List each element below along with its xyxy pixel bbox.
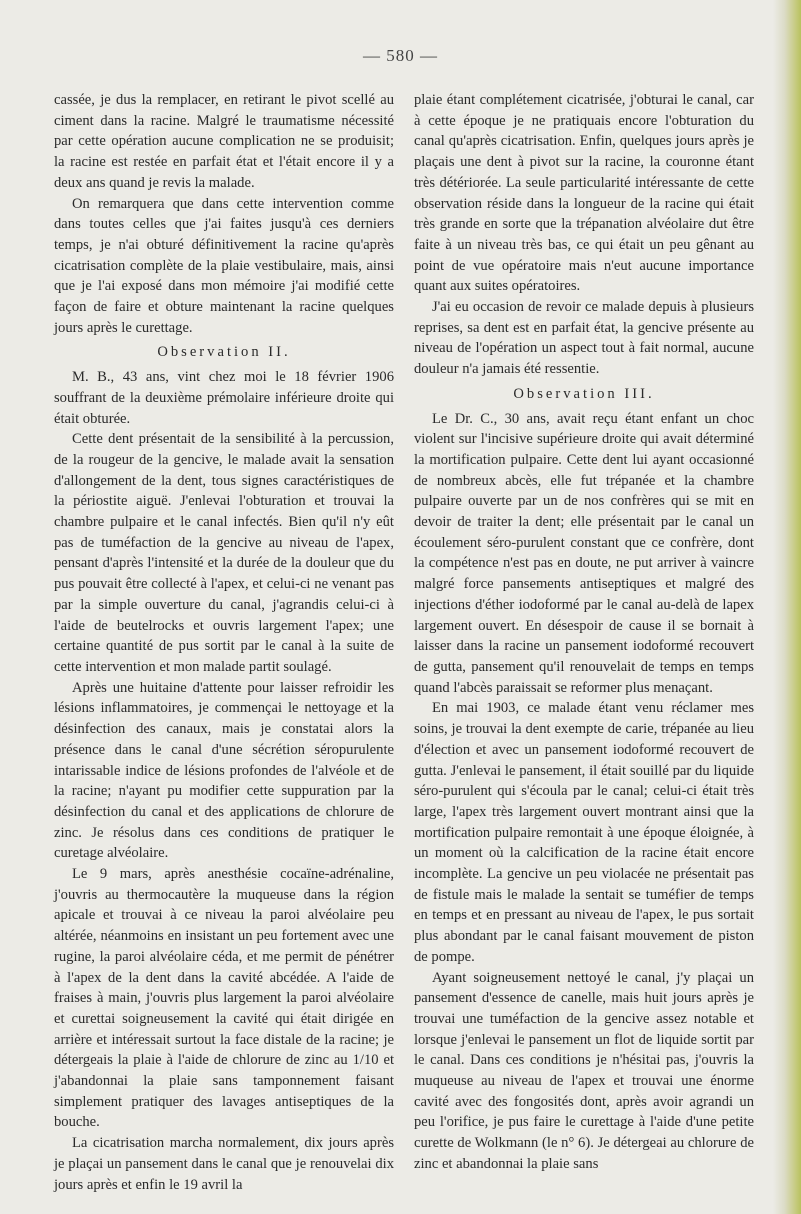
paragraph: Ayant soigneusement nettoyé le canal, j'y plaçai un pansement d'essence de canelle, mais huit jours après je trouvai une tuméfaction de la gencive assez notable et lorsque j'enlevai le pansement un flot de liquide sortit par le canal. Dans ces conditions je n'hésitai pas, j'ouvris la muqueuse au niveau de l'apex et trouvai une énorme cavité avec des fongosités dont, après avoir agrandi un peu l'orifice, je pus faire le curettage à l'aide d'une petite curette de Wolkmann (le n° 6). Je détergeai au chlorure de zinc et abandonnai la plaie sans bbox=[414, 969, 754, 1172]
paragraph: cassée, je dus la remplacer, en retirant le pivot scellé au ciment dans la racine. Malgré le traumatisme nécessité par cette opération aucune complication ne se produisit; la racine est restée en parfait état et l'était encore il y a deux ans quand je revis la malade. bbox=[54, 92, 394, 191]
page-edge bbox=[773, 0, 801, 1214]
paragraph: Le Dr. C., 30 ans, avait reçu étant enfant un choc violent sur l'incisive supérieure droite qui avait déterminé la mortification pulpaire. Cette dent lui ayant occasionné de nombreux abcès, elle fut trépanée et la chambre pulpaire ouverte par un de nos confrères qui se mit en devoir de traiter la dent; elle présentait par le canal un écoulement séro-purulent constant que ce confrère, dont la compétence n'est pas en doute, ne put arriver à vaincre malgré force pansements antiseptiques et malgré des injections d'éther iodoformé par le canal au-delà de lapex largement ouvert. En désespoir de cause il se bornait à laisser dans la racine un pansement iodoformé recouvert de gutta, pansement qu'il renouvelait de temps en temps quand l'abcès paraissait se reformer plus menaçant. bbox=[414, 410, 754, 696]
paragraph: Le 9 mars, après anesthésie cocaïne-adrénaline, j'ouvris au thermocautère la muqueuse dans la région apicale et trouvai à ce niveau la paroi alvéolaire peu altérée, néanmoins en insistant un peu fortement avec une rugine, la paroi alvéolaire céda, et me permit de pénétrer à l'apex de la dent dans la cavité abcédée. A l'aide de fraises à main, j'ouvris plus largement la paroi alvéolaire et curettai soigneusement la cavité qui était dirigée en arrière et intéressait surtout la face distale de la racine; je détergeais la plaie à l'aide de chlorure de zinc au 1/10 et j'abandonnai la plaie sans tamponnement faisant simplement pratiquer des lavages antiseptiques de la bouche. bbox=[54, 866, 394, 1131]
paragraph: M. B., 43 ans, vint chez moi le 18 février 1906 souffrant de la deuxième prémolaire inférieure droite qui était obturée. bbox=[54, 369, 394, 427]
paragraph: En mai 1903, ce malade étant venu réclamer mes soins, je trouvai la dent exempte de carie, trépanée au lieu d'élection et avec un pansement iodoformé recouvert de gutta. J'enlevai le pansement, il était souillé par du liquide séro-purulent qui s'écoula par le canal; celui-ci était très large, l'apex très largement ouvert montrant ainsi que la mortification pulpaire remontait à une époque éloignée, à un moment où la calcification de la racine était encore incomplète. La gencive un peu violacée ne présentait pas de fistule mais le malade la sentait se tuméfier de temps en temps et en pressant au niveau de l'apex, le pus sortait plus abondant par le canal faisant mouvement de piston de pompe. bbox=[414, 700, 754, 965]
paragraph: La cicatrisation marcha normalement, dix jours après je plaçai un pansement dans le canal que je renouvelai dix jours après et enfin le 19 avril la bbox=[54, 1135, 394, 1193]
paragraph: Cette dent présentait de la sensibilité à la percussion, de la rougeur de la gencive, le malade avait la sensation d'allongement de la dent, tous signes caractéristiques de la périostite aiguë. J'enlevai l'obturation et trouvai la chambre pulpaire et le canal infectés. Bien qu'il n'y eût pas de tuméfaction de la gencive au niveau de l'apex, pensant d'après l'intensité et la durée de la douleur que du pus pouvait être collecté à l'apex, et celui-ci ne venant pas par la simple ouverture du canal, j'agrandis celui-ci à l'aide de beutelrocks et ouvris largement l'apex; une certaine quantité de pus sortit par le canal à la suite de cette intervention et mon malade partit soulagé. bbox=[54, 431, 394, 675]
section-heading: Observation III. bbox=[513, 385, 655, 402]
right-column bbox=[414, 90, 754, 1175]
page-number: — 580 — bbox=[363, 46, 438, 65]
paragraph: J'ai eu occasion de revoir ce malade depuis à plusieurs reprises, sa dent est en parfait état, la gencive présente au niveau de l'opération un aspect tout à fait normal, aucune douleur n'a jamais été ressentie. bbox=[414, 299, 754, 378]
left-column bbox=[54, 90, 394, 1195]
paragraph: plaie étant complétement cicatrisée, j'obturai le canal, car à cette époque je ne pratiquais encore l'obturation du canal qu'après cicatrisation. Enfin, quelques jours après je plaçais une dent à pivot sur la racine, la couronne étant très détériorée. La seule particularité intéressante de cette observation réside dans la longueur de la racine qui était très grande en sorte que la trépanation alvéolaire dut être faite à un niveau très bas, ce qui était un peu gênant au point de vue opératoire mais n'eut aucune importance quant aux suites opératoires. bbox=[414, 92, 754, 295]
paragraph: Après une huitaine d'attente pour laisser refroidir les lésions inflammatoires, je commençai le nettoyage et la désinfection des canaux, mais je constatai alors la présence dans le canal d'une sécrétion séropurulente intarissable indice de lésions profondes de l'alvéole et de la racine; n'ayant pu modifier cette suppuration par la désinfection du canal et des applications de chlorure de zinc. Je résolus dans ces conditions de pratiquer le curetage alvéolaire. bbox=[54, 679, 394, 862]
section-heading: Observation II. bbox=[157, 344, 291, 361]
paragraph: On remarquera que dans cette intervention comme dans toutes celles que j'ai faites jusqu'à ces derniers temps, je n'ai obturé définitivement la racine qu'après cicatrisation complète de la plaie vestibulaire, mais, ainsi que je l'ai exposé dans mon mémoire j'ai modifié cette façon de faire et obture maintenant la racine quelques jours après le curettage. bbox=[54, 195, 394, 336]
